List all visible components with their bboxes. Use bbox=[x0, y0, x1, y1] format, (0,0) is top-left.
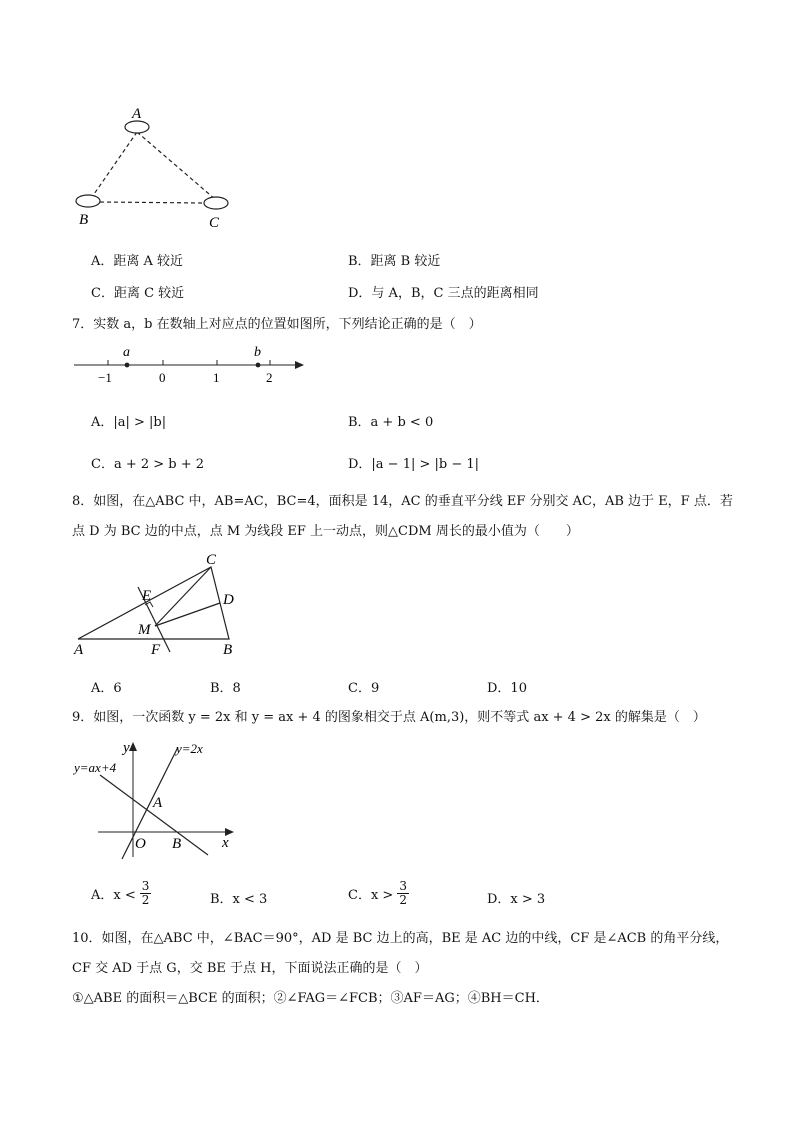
q9-option-a-denominator: 2 bbox=[141, 893, 150, 907]
q9-option-b: B．x < 3 bbox=[210, 892, 268, 907]
q9-figure bbox=[70, 735, 240, 865]
q9-option-a-numerator: 3 bbox=[141, 879, 150, 893]
q6-label-c: C bbox=[209, 215, 220, 231]
q8-stem-line2: 点 D 为 BC 边的中点，点 M 为线段 EF 上一动点，则△CDM 周长的最小值为（ ） bbox=[72, 524, 579, 539]
q6-edge-ac bbox=[137, 132, 216, 200]
q7-option-b: B．a + b < 0 bbox=[348, 415, 434, 430]
q6-node-c bbox=[204, 197, 228, 209]
q9-stem: 9．如图，一次函数 y = 2x 和 y = ax + 4 的图象相交于点 A(m,3)，则不等式 ax + 4 > 2x 的解集是（ ） bbox=[72, 710, 706, 725]
q9-label-b: B bbox=[172, 836, 182, 852]
q7-axis-arrow bbox=[295, 361, 304, 369]
q8-label-c: C bbox=[206, 552, 217, 568]
q6-option-c: C．距离 C 较近 bbox=[91, 286, 185, 301]
q7-tick-label-neg1: −1 bbox=[98, 370, 112, 385]
q7-stem: 7．实数 a，b 在数轴上对应点的位置如图所，下列结论正确的是（ ） bbox=[72, 317, 482, 332]
q8-label-m: M bbox=[138, 622, 151, 638]
q8-label-b: B bbox=[223, 642, 233, 658]
q8-option-c: C．9 bbox=[348, 681, 380, 696]
q9-label-o: O bbox=[135, 836, 146, 852]
q9-label-y: y bbox=[123, 740, 130, 756]
q9-label-line1: y=2x bbox=[176, 741, 203, 756]
q7-option-a: A．|a| > |b| bbox=[91, 415, 167, 430]
q7-label-b: b bbox=[254, 345, 261, 360]
q6-edge-bc bbox=[100, 202, 204, 203]
q9-label-a: A bbox=[153, 795, 163, 811]
q9-option-a bbox=[91, 880, 151, 907]
q7-point-b bbox=[256, 363, 261, 368]
q9-option-c-denominator: 2 bbox=[399, 893, 407, 907]
q10-stem-line3: ①△ABE 的面积＝△BCE 的面积；②∠FAG＝∠FCB；③AF＝AG；④BH＝CH． bbox=[72, 991, 549, 1006]
q9-option-a-fraction bbox=[140, 880, 152, 907]
q9-option-c-prefix: C．x > bbox=[348, 888, 394, 903]
q9-option-c bbox=[348, 880, 409, 907]
q6-node-a bbox=[125, 121, 149, 133]
q9-y-arrow bbox=[129, 742, 137, 751]
q6-option-a: A．距离 A 较近 bbox=[91, 254, 184, 269]
q9-option-c-numerator: 3 bbox=[399, 879, 407, 893]
q6-node-b bbox=[76, 195, 100, 207]
q9-line-2x bbox=[122, 747, 178, 859]
q6-label-b: B bbox=[79, 212, 89, 228]
q8-label-e: E bbox=[142, 588, 152, 604]
q8-line-md bbox=[155, 603, 220, 626]
q9-option-d: D．x > 3 bbox=[487, 892, 546, 907]
q8-option-d: D．10 bbox=[487, 681, 527, 696]
q8-figure bbox=[68, 550, 258, 660]
q8-stem-line1: 8．如图，在△ABC 中，AB=AC，BC=4，面积是 14，AC 的垂直平分线 EF 分别交 AC，AB 边于 E，F 点．若 bbox=[72, 494, 733, 509]
q8-label-a: A bbox=[74, 642, 84, 658]
q7-tick-label-1: 1 bbox=[213, 370, 220, 385]
q8-triangle bbox=[78, 567, 229, 639]
q7-tick-label-2: 2 bbox=[266, 370, 273, 385]
q6-edge-ab bbox=[92, 132, 137, 197]
q9-option-a-prefix: A．x < bbox=[91, 888, 136, 903]
q8-label-f: F bbox=[151, 642, 161, 658]
q7-label-a: a bbox=[123, 345, 130, 360]
q6-option-d: D．与 A，B，C 三点的距离相同 bbox=[348, 286, 539, 301]
q8-option-b: B．8 bbox=[210, 681, 241, 696]
q6-figure bbox=[70, 100, 240, 235]
q6-label-a: A bbox=[132, 106, 142, 122]
q9-option-c-fraction bbox=[397, 880, 409, 907]
q10-stem-line2: CF 交 AD 于点 G，交 BE 于点 H，下面说法正确的是（ ） bbox=[72, 961, 428, 976]
q10-stem-line1: 10．如图，在△ABC 中，∠BAC＝90°，AD 是 BC 边上的高，BE 是 AC 边的中线，CF 是∠ACB 的角平分线， bbox=[72, 931, 729, 946]
q6-option-b: B．距离 B 较近 bbox=[348, 254, 441, 269]
q9-label-x: x bbox=[222, 835, 229, 851]
q7-tick-label-0: 0 bbox=[159, 370, 166, 385]
q7-option-d: D．|a − 1| > |b − 1| bbox=[348, 457, 480, 472]
q7-point-a bbox=[125, 363, 130, 368]
q8-option-a: A．6 bbox=[91, 681, 122, 696]
q9-line-ax4 bbox=[100, 775, 208, 855]
q7-number-line bbox=[70, 340, 310, 388]
q9-label-line2: y=ax+4 bbox=[74, 760, 117, 775]
q8-label-d: D bbox=[223, 592, 234, 608]
q7-option-c: C．a + 2 > b + 2 bbox=[91, 457, 205, 472]
q8-line-cm bbox=[155, 567, 211, 626]
